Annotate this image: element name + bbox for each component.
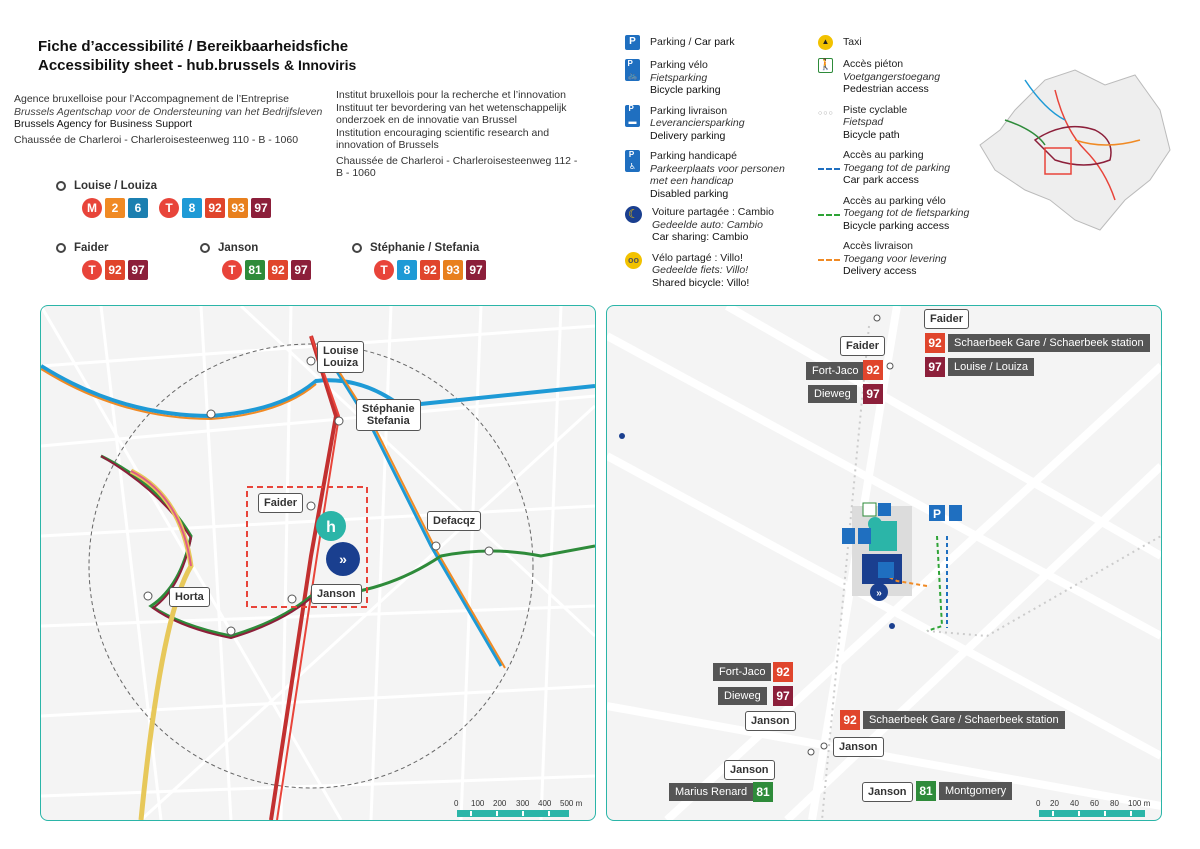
tram-badge: T [222,260,242,280]
svg-text:»: » [876,588,882,599]
label-faider: Faider [840,336,885,356]
stop-louise: Louise / Louiza M 2 6 T 8 92 93 97 [56,180,271,218]
label-janson: Janson [833,737,884,757]
disabled-parking-icon: P ♿ [625,150,640,172]
line-badge: 92 [840,710,860,730]
delivery-access-line [818,259,840,261]
label-horta: Horta [169,587,210,607]
stop-stephanie: Stéphanie / Stefania T 8 92 93 97 [352,242,486,280]
stop-janson: Janson T 81 92 97 [200,242,311,280]
map-detail-panel: » P Faider 92 Schaerbeek Gare / Schaerbeek station 97 Louise / Louiza Faider Fort-Jaco 92 Dieweg 97 Fort-Jaco 92 Dieweg 97 Janson 92 Schaerbeek Gare / Schaerbeek station Janson Janson Marius Renard 81 Janson 81 Montgomery 0 20 40 60 80 100 m [606,305,1162,821]
stop-marker [821,743,827,749]
stop-marker [307,502,315,510]
legend-car-access: Accès au parking Toegang tot de parking Car park access [818,149,988,187]
stop-faider: Faider T 92 97 [56,242,148,280]
disabled-parking-icon [858,528,871,544]
line-badge: 6 [128,198,148,218]
label-janson: Janson [311,584,362,604]
direction-label: Fort-Jaco [806,362,864,380]
bike-path-pink [131,471,191,566]
cambio-marker [889,623,895,629]
cycle-path-symbol: ○○○ [818,109,834,117]
bike-parking-icon: P 🚲 [625,59,640,81]
tram-badge: T [159,198,179,218]
line-badge: 97 [925,357,945,377]
stop-icon [200,243,210,253]
region-outline [980,70,1170,230]
direction-label: Fort-Jaco [713,663,771,681]
direction-label: Dieweg [718,687,767,705]
stop-icon [56,181,66,191]
line-badge: 8 [397,260,417,280]
map-overview-panel: h » Louise Louiza Stéphanie Stefania Faider Janson Defacqz Horta 0 100 200 300 400 500 m [40,305,596,821]
stop-marker [432,542,440,550]
line-badge: 93 [228,198,248,218]
direction-label: Louise / Louiza [948,358,1034,376]
delivery-parking-icon: P ▬ [625,105,640,127]
legend-parking: P Parking / Car park [625,35,805,50]
map-detail-svg [607,306,1161,820]
line-badge: 81 [916,781,936,801]
villo-icon: oo [625,252,642,269]
bike-parking-icon [842,528,855,544]
label-faider-top: Faider [924,309,969,329]
line-badge: 97 [466,260,486,280]
svg-text:h: h [326,519,336,536]
stop-marker [307,357,315,365]
line-badge: 81 [753,782,773,802]
line-badge: 92 [105,260,125,280]
line-badge: 2 [105,198,125,218]
stop-marker [808,749,814,755]
label-stephanie: Stéphanie Stefania [356,399,421,431]
label-janson: Janson [745,711,796,731]
brussels-overview-map [975,50,1175,240]
direction-label: Marius Renard [669,783,753,801]
line-badge: 92 [205,198,225,218]
legend-villo: oo Vélo partagé : Villo! Gedeelde fiets: Villo! Shared bicycle: Villo! [625,252,805,290]
legend-pedestrian: 🚶 Accès piéton Voetgangerstoegang Pedestrian access [818,58,941,95]
org-innoviris: Institut bruxellois pour la recherche et l’innovation Instituut ter bevordering van het wetenschappelijk onderzoek en de innovatie van Brussel Institution encouraging scientific research and innovation of Brussels Chaussée de Charleroi - Charleroisesteenweg 112 - B - 1060 [336,89,578,179]
stop-marker [207,410,215,418]
cambio-icon: ☾ [625,206,642,223]
parking-icon: P [625,35,640,50]
pedestrian-access-icon [863,503,876,516]
svg-text:P: P [932,507,942,521]
title-line-1: Fiche d’accessibilité / Bereikbaarheidsfiche [38,38,349,55]
direction-label: Montgomery [939,782,1012,800]
label-janson: Janson [724,760,775,780]
line-badge: 93 [443,260,463,280]
line-badge: 81 [245,260,265,280]
title-line-2: Accessibility sheet - hub.brussels & Innoviris [38,57,357,74]
legend-bike-access: Accès au parking vélo Toegang tot de fietsparking Bicycle parking access [818,195,988,233]
stop-marker [485,547,493,555]
line-badge: 92 [863,360,883,380]
bike-access-line [818,214,840,216]
legend-delivery-parking: P ▬ Parking livraison Leveranciersparking Delivery parking [625,105,805,143]
map-overview-svg [41,306,595,820]
stop-marker [227,627,235,635]
line-badge: 92 [773,662,793,682]
tram-badge: T [374,260,394,280]
line-badge: 97 [128,260,148,280]
stop-marker [335,417,343,425]
legend-column-1 [625,35,805,289]
line-97 [101,456,311,638]
legend-cycle-path: ○○○ Piste cyclable Fietspad Bicycle path [818,103,908,141]
line-badge: 97 [291,260,311,280]
label-louise: Louise Louiza [317,341,364,373]
line-badge: 97 [863,384,883,404]
tram-badge: T [82,260,102,280]
line-badge: 97 [773,686,793,706]
street-grid [41,306,595,820]
legend-disabled-parking: P ♿ Parking handicapé Parkeerplaats voor personen met een handicap Disabled parking [625,150,805,200]
car-access-line [818,168,840,170]
line-badge: 92 [420,260,440,280]
disabled-parking-icon [878,503,891,516]
pedestrian-icon: 🚶 [818,59,833,72]
stop-marker [887,363,893,369]
legend-column-2 [818,35,988,278]
metro-badge: M [82,198,102,218]
bike-parking-icon [949,505,962,521]
label-janson: Janson [862,782,913,802]
stop-marker [144,592,152,600]
label-faider: Faider [258,493,303,513]
line-badge: 97 [251,198,271,218]
stop-marker [288,595,296,603]
line-blue [41,366,595,416]
label-defacqz: Defacqz [427,511,481,531]
line-badge: 92 [925,333,945,353]
stop-marker [874,315,880,321]
taxi-icon: ▲ [818,35,833,50]
stop-icon [56,243,66,253]
direction-label: Dieweg [808,385,857,403]
metro-line [271,336,336,820]
delivery-parking-icon [878,562,894,578]
direction-label: Schaerbeek Gare / Schaerbeek station [863,711,1065,729]
legend-taxi: ▲ Taxi [818,35,988,50]
legend-cambio: ☾ Voiture partagée : Cambio Gedeelde auto: Cambio Car sharing: Cambio [625,206,805,244]
cambio-marker [619,433,625,439]
page-title [38,37,356,75]
stop-icon [352,243,362,253]
legend-delivery-access: Accès livraison Toegang voor levering Delivery access [818,240,988,278]
line-badge: 92 [268,260,288,280]
org-hub-brussels: Agence bruxelloise pour l’Accompagnement de l’Entreprise Brussels Agentschap voor de Ondersteuning van het Bedrijfsleven Brussels Agency for Business Support Chaussée de Charleroi - Charleroisesteenweg 110 - B - 1060 [14,93,323,146]
legend-bike-parking: P 🚲 Parking vélo Fietsparking Bicycle parking [625,59,805,97]
svg-text:»: » [339,551,347,567]
line-badge: 8 [182,198,202,218]
direction-label: Schaerbeek Gare / Schaerbeek station [948,334,1150,352]
